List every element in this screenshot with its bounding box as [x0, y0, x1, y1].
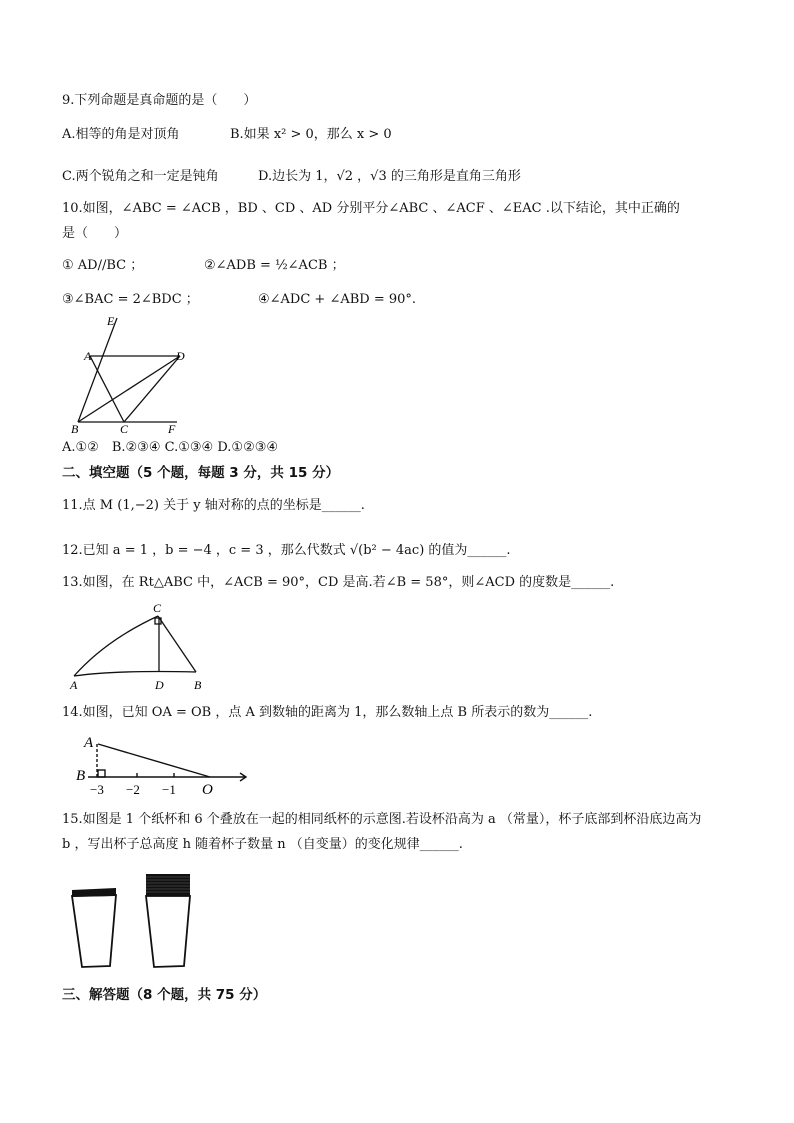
q15-line1: 15.如图是 1 个纸杯和 6 个叠放在一起的相同纸杯的示意图.若设杯沿高为 a （常量），杯子底部到杯沿底边高为: [62, 812, 702, 827]
label-B: B: [76, 768, 86, 784]
label-A: A: [70, 678, 78, 692]
q10-statement-4: ④∠ADC + ∠ABD = 90°.: [258, 292, 417, 307]
q10-figure: [62, 312, 192, 434]
q9-option-d: D.边长为 1，√2 ，√3 的三角形是直角三角形: [258, 169, 521, 184]
q10-stem-line1: 10.如图，∠ABC = ∠ACB ，BD 、CD 、AD 分别平分∠ABC 、∠ACF 、∠EAC .以下结论，其中正确的: [62, 201, 680, 216]
q14-text: 14.如图，已知 OA = OB ，点 A 到数轴的距离为 1，那么数轴上点 B 所表示的数为______.: [62, 705, 593, 720]
q10-statement-3: ③∠BAC = 2∠BDC ；: [62, 292, 199, 307]
q15-line2: b ，写出杯子总高度 h 随着杯子数量 n （自变量）的变化规律______.: [62, 837, 463, 852]
q15-single-cup: [68, 884, 128, 970]
q10-statement-2: ②∠ADB = ½∠ACB ；: [204, 258, 345, 273]
q13-figure: [66, 600, 216, 692]
q10-stem-line2: 是（ ）: [62, 226, 128, 241]
label-D: D: [155, 678, 164, 692]
label-O: O: [202, 782, 213, 796]
q13-text: 13.如图，在 Rt△ABC 中，∠ACB = 90°，CD 是高.若∠B = 58°，则∠ACD 的度数是______.: [62, 575, 615, 590]
q15-stacked-cups: [140, 866, 206, 970]
section-3-heading: 三、解答题（8 个题，共 75 分）: [62, 987, 267, 1003]
q14-figure: [70, 730, 252, 796]
label-E: E: [107, 314, 115, 328]
q9-option-c: C.两个锐角之和一定是钝角: [62, 169, 219, 184]
label-C: C: [153, 601, 162, 615]
label-D: D: [176, 349, 185, 363]
label-B: B: [71, 422, 79, 434]
tick-minus-3: −3: [90, 782, 104, 796]
label-B: B: [194, 678, 202, 692]
q9-option-a: A.相等的角是对顶角: [62, 127, 180, 142]
q10-statement-1: ① AD//BC ；: [62, 258, 144, 273]
label-F: F: [168, 422, 176, 434]
q12: 12.已知 a = 1 ，b = −4 ，c = 3 ，那么代数式 √(b² − 4ac) 的值为______.: [62, 543, 511, 558]
q9-option-b: B.如果 x² > 0，那么 x > 0: [230, 127, 392, 142]
label-A: A: [84, 349, 92, 363]
section-2-heading: 二、填空题（5 个题，每题 3 分，共 15 分）: [62, 465, 340, 481]
tick-minus-1: −1: [162, 782, 176, 796]
q10-options: A.①② B.②③④ C.①③④ D.①②③④: [62, 440, 279, 455]
q11: 11.点 M (1,−2) 关于 y 轴对称的点的坐标是______.: [62, 498, 365, 513]
label-A: A: [84, 735, 94, 751]
label-C: C: [120, 422, 129, 434]
q9-stem: 9.下列命题是真命题的是（ ）: [62, 93, 257, 108]
tick-minus-2: −2: [126, 782, 140, 796]
